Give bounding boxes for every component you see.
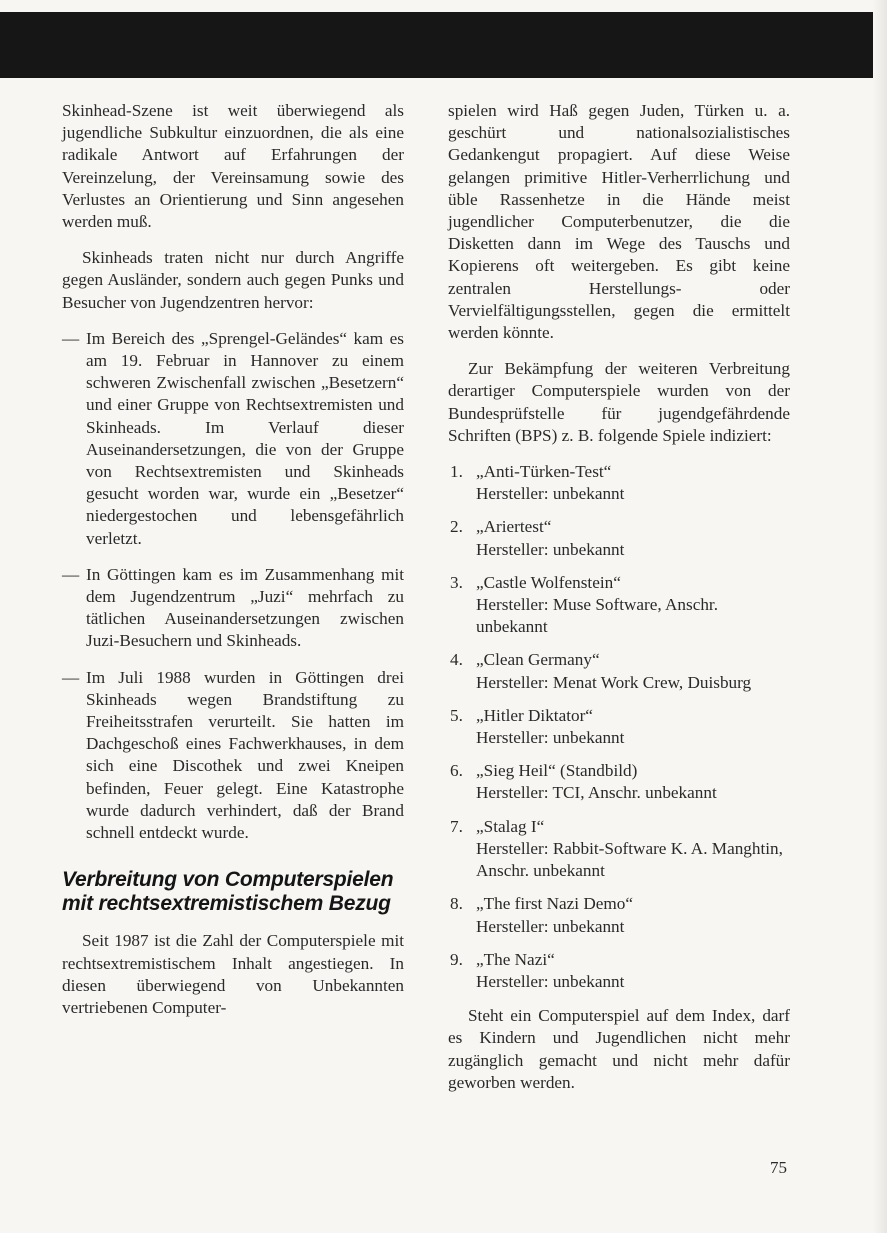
list-item — [448, 949, 790, 993]
game-title: „Sieg Heil“ (Standbild) — [476, 761, 638, 781]
bps-paragraph: Zur Bekämpfung der weiteren Verbreitung derartiger Computerspiele wurden von der Bundesprüfstelle für jugendgefährdende Schriften (BPS) z. B. folgende Spiele indiziert: — [448, 359, 790, 445]
game-maker: Hersteller: unbekannt — [476, 971, 625, 991]
item-number: 1. — [450, 462, 463, 482]
section-heading: Verbreitung von Computerspielen mit rechtsextremistischem Bezug — [62, 868, 394, 916]
page-number: 75 — [770, 1158, 787, 1177]
continuation-paragraph: spielen wird Haß gegen Juden, Türken u. a. geschürt und nationalsozialistisches Gedankengut propagiert. Auf diese Weise gelangen primitive Hitler-Verherrlichung und üble Rassenhetze in die Hände meist jugendlicher Computerbenutzer, die die Disketten dann im Wege des Tauschs und Kopierens oft weitergeben. Es gibt keine zentralen Herstellungs- oder Vervielfältigungsstellen, gegen die ermittelt werden könnte. — [448, 101, 790, 343]
section-paragraph: Seit 1987 ist die Zahl der Computerspiele mit rechtsextremistischem Inhalt angestiegen. In diesen überwiegend von Unbekannten vertriebenen Computer- — [62, 931, 404, 1017]
item-number: 3. — [450, 572, 463, 592]
list-item-text: Im Juli 1988 wurden in Göttingen drei Skinheads wegen Brandstiftung zu Freiheitsstrafen verurteilt. Sie hatten im Dachgeschoß eines Fachwerkhauses, in dem sich eine Discothek und zwei Kneipen befinden, Feuer gelegt. Eine Katastrophe wurde dadurch verhindert, daß der Brand schnell entdeckt wurde. — [86, 667, 404, 843]
right-column — [448, 100, 790, 1108]
game-maker: Hersteller: Muse Software, Anschr. unbekannt — [476, 595, 718, 637]
dash-bullet: — — [62, 328, 80, 348]
game-maker: Hersteller: Menat Work Crew, Duisburg — [476, 672, 752, 692]
game-title: „Ariertest“ — [476, 517, 552, 537]
game-title: „Clean Germany“ — [476, 650, 600, 670]
item-number: 7. — [450, 816, 463, 836]
game-maker: Hersteller: unbekannt — [476, 916, 625, 936]
item-number: 6. — [450, 761, 463, 781]
list-item-text: Im Bereich des „Sprengel-Geländes“ kam es am 19. Februar in Hannover zu einem schweren Zwischenfall zwischen „Besetzern“ und einer Gruppe von Rechtsextremisten und Skinheads. Im Verlauf dieser Auseinandersetzungen, die von der Gruppe von Rechtsextremisten und Skinheads gesucht worden war, wurde ein „Besetzer“ niedergestochen und lebensgefährlich verletzt. — [86, 328, 404, 548]
game-maker: Hersteller: TCI, Anschr. unbekannt — [476, 783, 717, 803]
list-item — [62, 667, 404, 845]
list-item — [448, 816, 790, 883]
list-item — [448, 760, 790, 804]
list-item — [448, 893, 790, 937]
intro-paragraph: Skinhead-Szene ist weit überwiegend als jugendliche Subkultur einzuordnen, die als eine radikale Antwort auf Erfahrungen der Vereinzelung, der Vereinsamung sowie des Verlustes an Orientierung und Sinn angesehen werden muß. — [62, 101, 404, 232]
indexed-games-list — [448, 461, 790, 993]
list-item — [62, 564, 404, 653]
header-band — [0, 12, 876, 78]
skinheads-paragraph: Skinheads traten nicht nur durch Angriffe gegen Ausländer, sondern auch gegen Punks und Besucher von Jugendzentren hervor: — [62, 248, 404, 312]
list-item — [62, 328, 404, 550]
list-item — [448, 649, 790, 693]
list-item — [448, 516, 790, 560]
list-item-text: In Göttingen kam es im Zusammenhang mit dem Jugendzentrum „Juzi“ mehrfach zu tätlichen Auseinandersetzungen zwischen Juzi-Besuchern und Skinheads. — [86, 564, 404, 651]
left-column — [62, 100, 404, 1033]
game-title: „Castle Wolfenstein“ — [476, 572, 621, 592]
game-maker: Hersteller: unbekannt — [476, 484, 625, 504]
game-title: „Anti-Türken-Test“ — [476, 462, 612, 482]
incident-list — [62, 328, 404, 844]
closing-paragraph: Steht ein Computerspiel auf dem Index, darf es Kindern und Jugendlichen nicht mehr zugänglich gemacht und nicht mehr dafür geworben werden. — [448, 1006, 790, 1092]
list-item — [448, 705, 790, 749]
game-title: „The first Nazi Demo“ — [476, 894, 634, 914]
list-item — [448, 572, 790, 639]
item-number: 9. — [450, 949, 463, 969]
game-title: „The Nazi“ — [476, 949, 555, 969]
game-title: „Hitler Diktator“ — [476, 705, 593, 725]
item-number: 2. — [450, 517, 463, 537]
dash-bullet: — — [62, 564, 80, 584]
page-edge — [873, 0, 887, 1233]
item-number: 4. — [450, 650, 463, 670]
dash-bullet: — — [62, 667, 80, 687]
game-maker: Hersteller: Rabbit-Software K. A. Manghtin, Anschr. unbekannt — [476, 838, 783, 881]
item-number: 5. — [450, 705, 463, 725]
game-title: „Stalag I“ — [476, 816, 545, 836]
item-number: 8. — [450, 894, 463, 914]
game-maker: Hersteller: unbekannt — [476, 728, 625, 748]
game-maker: Hersteller: unbekannt — [476, 539, 625, 559]
list-item — [448, 461, 790, 505]
